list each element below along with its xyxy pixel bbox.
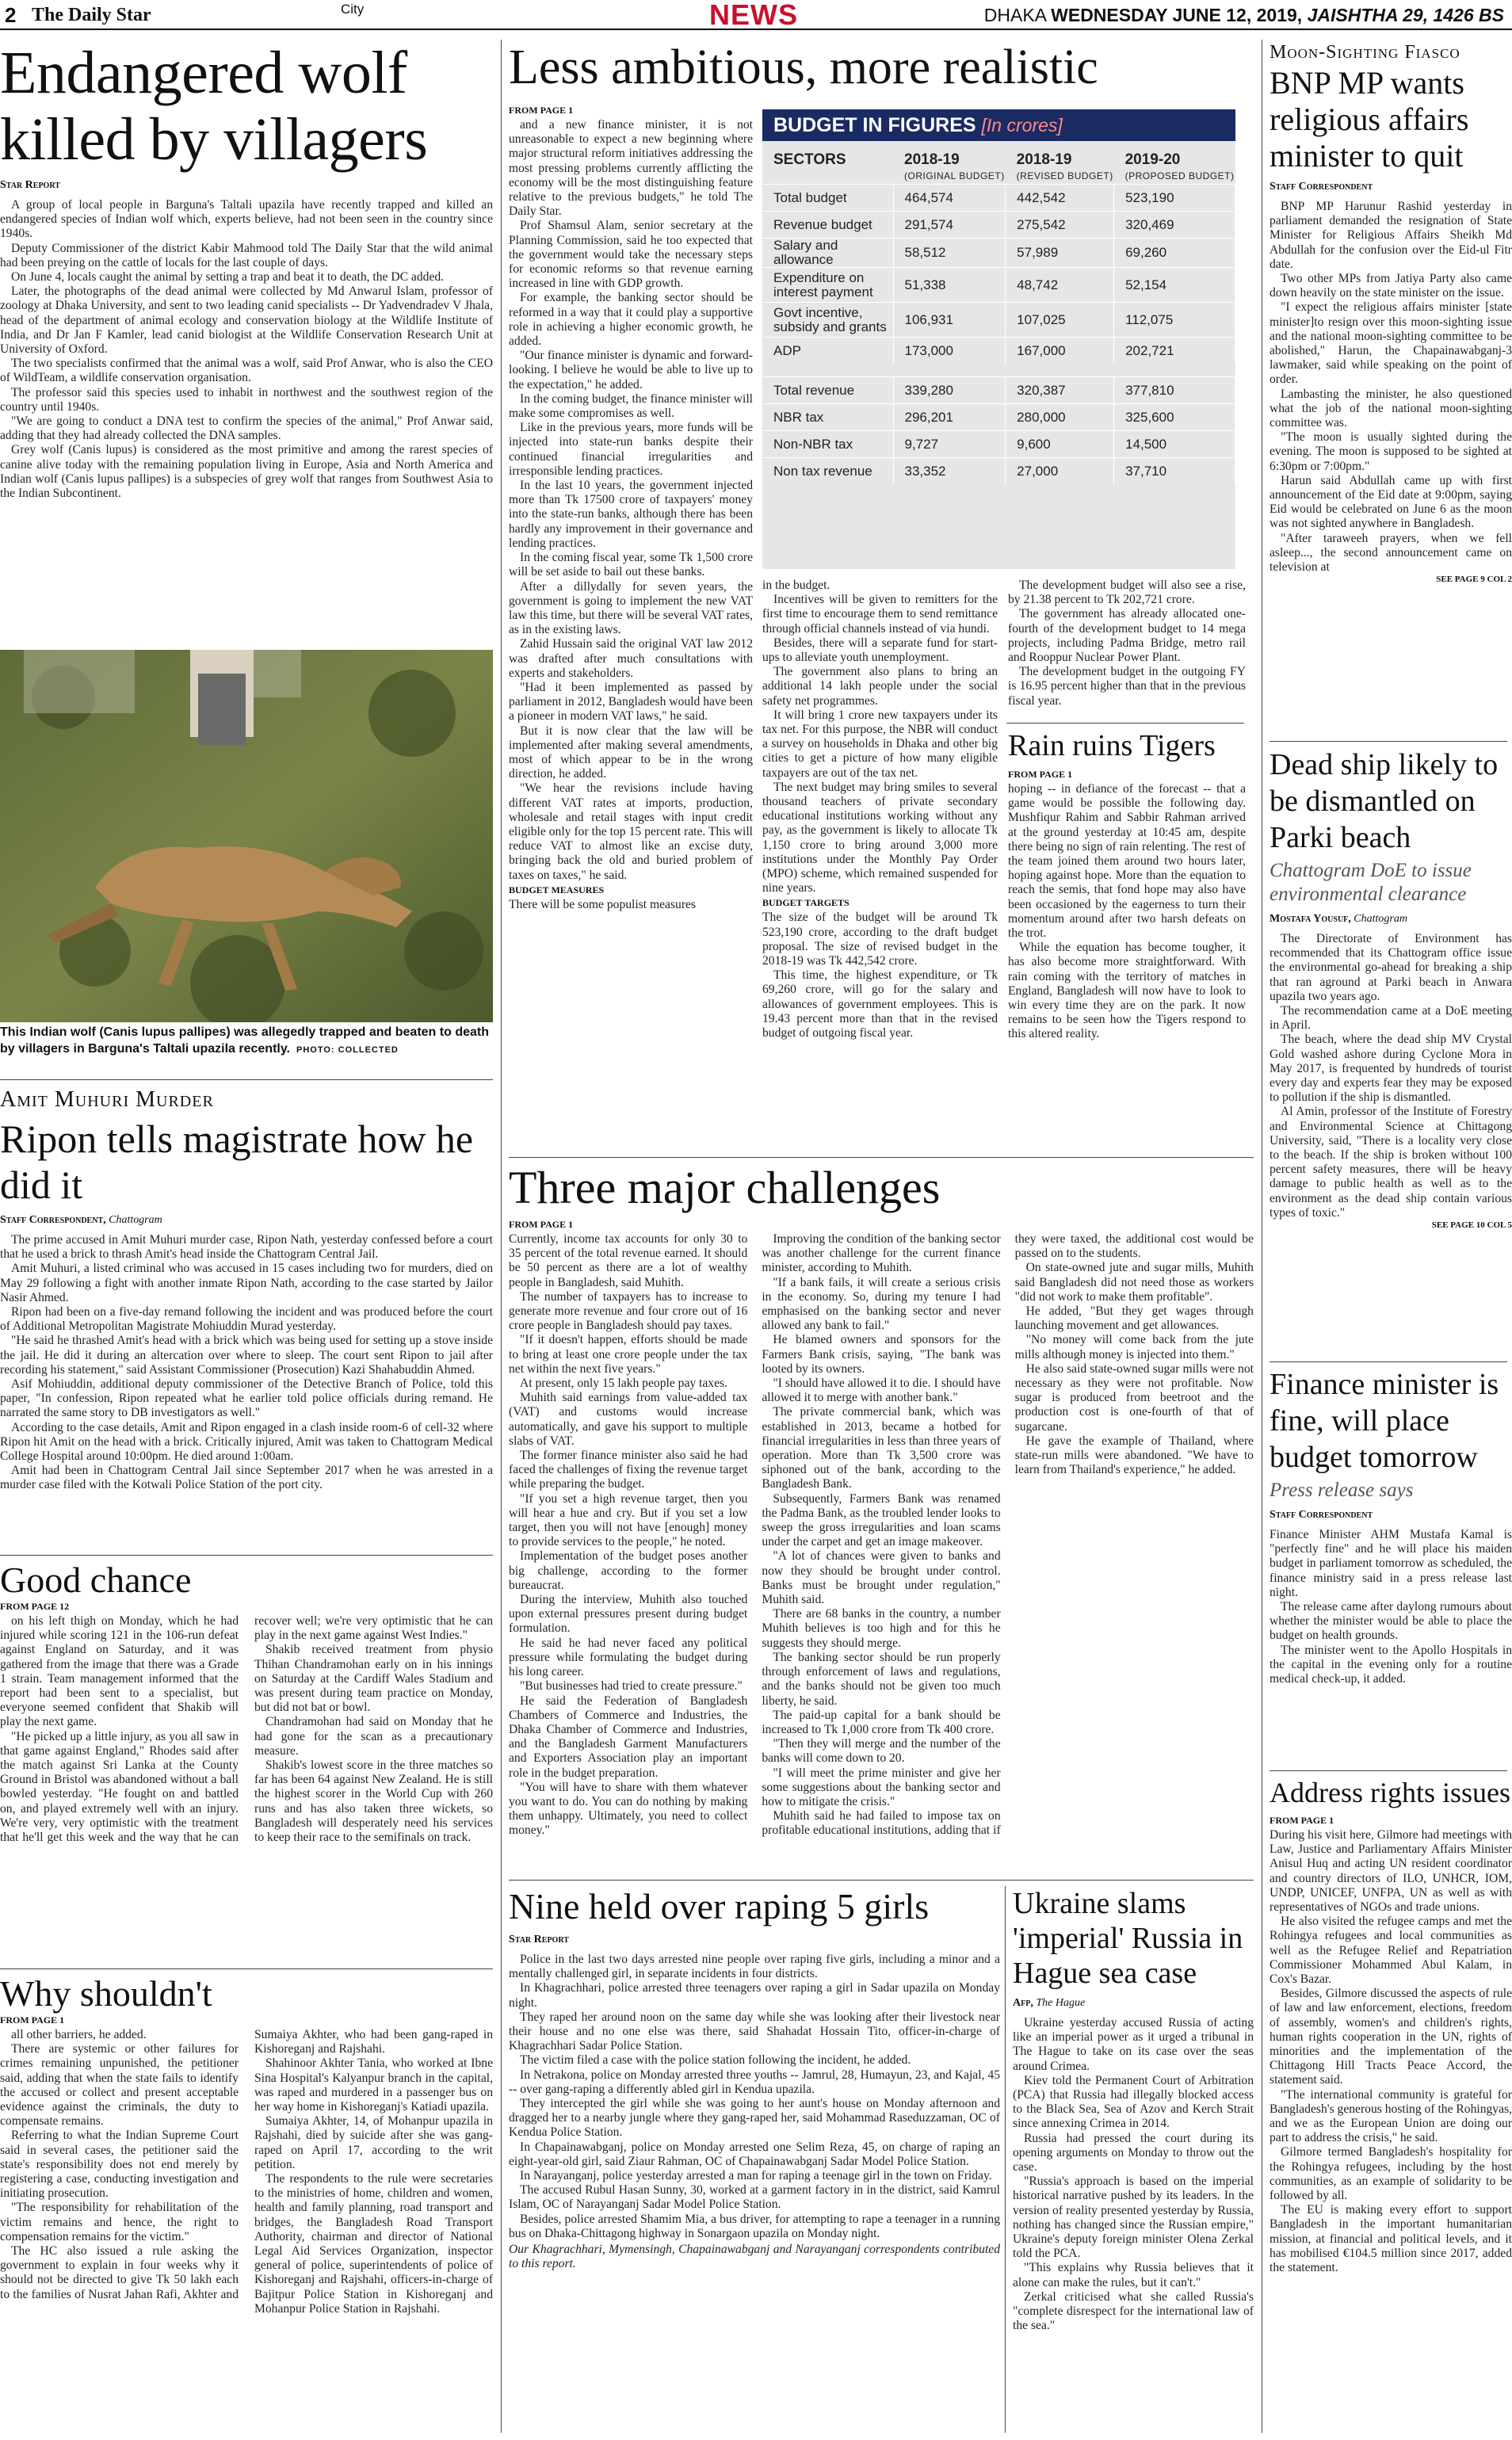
paragraph: Ripon had been on a five-day remand following the incident and was produced before the court of Additional Metropolitan Magistrate Mohiuddin Murad yesterday. (0, 1305, 493, 1334)
paragraph: Improving the condition of the banking sector was another challenge for the current finance minister, according to Muhith. (762, 1232, 1001, 1275)
budget-cell: 202,721 (1114, 338, 1235, 365)
goodchance-body (0, 1614, 493, 1845)
finance-headline: Finance minister is fine, will place budget tomorrow (1270, 1368, 1499, 1474)
paragraph: Subsequently, Farmers Bank was renamed the Padma Bank, as the troubled lender looks to sweep the gross irregularities and loan scams under the carpet and get an image makeover. (762, 1491, 1001, 1549)
budget-row (762, 377, 1235, 404)
photo-credit: PHOTO: COLLECTED (296, 1045, 399, 1055)
paragraph: "This explains why Russia believes that it alone can make the rules, but it can't." (1013, 2261, 1254, 2289)
wolf-headline: Endangered wolf killed by villagers (0, 40, 428, 173)
ukraine-article (1013, 1886, 1254, 2433)
lessamb-headline: Less ambitious, more realistic (509, 40, 1098, 94)
finance-byline: Staff Correspondent (1270, 1509, 1373, 1521)
paragraph: The prime accused in Amit Muhuri murder case, Ripon Nath, yesterday confessed before a court that he used a brick to thrash Amit's head inside the Chattogram Central Jail. (0, 1233, 493, 1262)
paragraph: Shakib's lowest score in the three matches so far has been 64 against New Zealand. He is still the highest scorer in the World Cup with 260 runs and has also taken three wickets, so Bangladesh will desperately need his services to keep their race to the semifinals on track. (254, 1758, 493, 1845)
paragraph: But it is now clear that the law will be implemented after making several amendments, most of which appear to be in the wrong direction, he added. (509, 724, 753, 781)
paragraph: "If it doesn't happen, efforts should be made to bring at least one crore people under the tax net within the next five years." (509, 1333, 748, 1376)
paragraph: The recommendation came at a DoE meeting in April. (1270, 1004, 1512, 1033)
paragraph: all other barriers, he added. (11, 2028, 147, 2041)
budget-cell: 9,727 (893, 431, 1006, 458)
paragraph: It will bring 1 crore new taxpayers under its tax net. For this purpose, the NBR will conduct a survey on households in Dhaka and other big cities to get a picture of how many eligible taxpayers are out of the tax net. (762, 708, 998, 780)
paragraph: on his left thigh on Monday, which he had injured while scoring 121 in the 106-run defeat against England on Saturday, and it was gathered from the image that there was a Grade 1 strain. Team management informed that the report had been sent to a specialist, but everyone seemed confident that Shakib will play the next game. (0, 1614, 239, 1729)
budget-row-label: Non tax revenue (762, 458, 893, 485)
wolf-photo (0, 650, 493, 1022)
wolf-caption: This Indian wolf (Canis lupus pallipes) was allegedly trapped and beaten to death by villagers in Barguna's Taltali upazila recently. PHOTO: COLLECTED (0, 1025, 489, 1056)
budget-cell: 320,387 (1006, 377, 1114, 404)
budget-row-label: Salary and allowance (762, 239, 893, 268)
budget-cell: 14,500 (1114, 431, 1235, 458)
paragraph: The beach, where the dead ship MV Crystal Gold washed ashore during Cyclone Mora in May 2017, is frequented by hundreds of tourist every day and experts fear they may be exposed to pollution if the ship is dismantled. (1270, 1033, 1512, 1105)
deadship-byline: Mostafa Yousuf, Chattogram (1270, 913, 1407, 925)
paragraph: Besides, there will a separate fund for start-ups to alleviate youth unemployment. (762, 636, 998, 665)
paragraph: The accused Rubul Hasan Sunny, 30, worked at a garment factory in in the district, said Kamrul Islam, OC of Narayanganj Sadar Model Police Station. (509, 2183, 1000, 2212)
budget-cell: 464,574 (893, 185, 1006, 212)
tigers-article (1008, 727, 1246, 1155)
budget-cell: 57,989 (1006, 239, 1114, 268)
paragraph: The HC also issued a rule asking the government to explain in four weeks why it should not be directed to give Tk 50 lakh each to the families of Nusrat Jahan Rafi, Akhter and Sumaiya Akhter, who had been gang-raped in Kishoreganj and Rajshahi. (0, 2028, 493, 2301)
budget-row (762, 239, 1235, 268)
paragraph: Prof Shamsul Alam, senior secretary at the Planning Commission, said he too expected that the government would take the necessary steps for economic reforms so that revenue earning increased in line with GDP growth. (509, 219, 753, 291)
paragraph: The release came after daylong rumours about whether the minister would be able to place the budget on health grounds. (1270, 1600, 1512, 1643)
paragraph: Asif Mohiuddin, additional deputy commissioner of the Detective Branch of Police, told this paper, "In confession, Ripon repeated what he earlier told police officials during remand. He narrated the same story to DB investigators as well." (0, 1377, 493, 1420)
bnp-kicker: Moon-Sighting Fiasco (1270, 42, 1460, 63)
ripon-article (0, 1087, 493, 1563)
lessamb-col3 (1008, 578, 1246, 717)
paragraph: Kiev told the Permanent Court of Arbitration (PCA) that Russia had illegally blocked access to the Black Sea, Sea of Azov and Kerch Strait since annexing Crimea in 2014. (1013, 2073, 1254, 2131)
paragraph: The development budget in the outgoing FY is 16.95 percent higher than that in the previous fiscal year. (1008, 665, 1246, 708)
why-article (0, 1973, 493, 2433)
budget-cell: 69,260 (1114, 239, 1235, 268)
paragraph: "Our finance minister is dynamic and forward-looking. I believe he would be able to live up to the expectation," he added. (509, 349, 753, 391)
paragraph: "I will meet the prime minister and give her some suggestions about the banking sector and how to mitigate the crisis." (762, 1766, 1001, 1808)
budget-cell: 58,512 (893, 239, 1006, 268)
dateline: DHAKA WEDNESDAY JUNE 12, 2019, JAISHTHA 29, 1426 BS (983, 5, 1504, 25)
budget-cell: 52,154 (1114, 268, 1235, 303)
ukraine-byline: Afp, The Hague (1013, 1997, 1086, 2009)
paragraph: At present, only 15 lakh people pay taxes. (520, 1377, 727, 1391)
paragraph: "Had it been implemented as passed by parliament in 2012, Bangladesh would have been a pioneer in modern VAT laws," he said. (509, 680, 753, 724)
paragraph: He said he had never faced any political pressure while formulating the budget during his long career. (509, 1636, 748, 1679)
paragraph: Besides, Gilmore discussed the aspects of rule of law and law enforcement, elections, freedom of assembly, women's and children's rights, human rights cooperation in the UN, rights of minorities and the implementation of the Chittagong Hill Tracts Peace Accord, the statement said. (1270, 1987, 1512, 2087)
paragraph: "If a bank fails, it will create a serious crisis in the economy. So, during my tenure I had emphasised on the banking sector and never allowed any bank to fail." (762, 1275, 1001, 1333)
budget-row-label: Govt incentive, subsidy and grants (762, 303, 893, 338)
address-headline: Address rights issues (1270, 1777, 1510, 1808)
deadship-see-page[interactable]: SEE PAGE 10 COL 5 (1431, 1220, 1512, 1231)
paragraph: The minister went to the Apollo Hospitals in the capital in the evening only for a routine medical check-up, it added. (1270, 1643, 1512, 1686)
paragraph: Shakib received treatment from physio Thihan Chandramohan early on in his innings on Saturday at the Cardiff Wales Stadium and was present during team practice on Monday, but did not bat or bowl. (254, 1643, 493, 1715)
paragraph: Zahid Hussain said the original VAT law 2012 was drafted after much consultations with experts and stakeholders. (509, 637, 753, 680)
paragraph: "I expect the religious affairs minister [state minister]to resign over this moon-sighting issue and the national moon-sighting committee to be abolished," Harun, the Chapainawabganj-3 lawmaker, said while speaking on the point of order. (1270, 300, 1512, 387)
paragraph: The size of the budget will be around Tk 523,190 crore, according to the draft budget proposal. The size of revised budget in the 2018-19 was Tk 442,542 crore. (762, 911, 998, 968)
paragraph: Harun said Abdullah came up with first announcement of the Eid date at 9:00pm, saying Eid would be celebrated on June 6 as the moon was not sighted anywhere in Bangladesh. (1270, 473, 1512, 531)
ripon-byline: Staff Correspondent, Chattogram (0, 1214, 162, 1226)
paragraph: In Chapainawabganj, police on Monday arrested one Selim Reza, 45, on charge of raping an eight-year-old girl, said Ziaur Rahman, OC of Chapainawabganj Sadar Model Police Station. (509, 2140, 1000, 2168)
paragraph: Two other MPs from Jatiya Party also came down heavily on the state minister on the issue. (1270, 272, 1512, 300)
nine-byline: Star Report (509, 1934, 569, 1946)
paragraph: and a new finance minister, it is not unreasonable to expect a new beginning where major structural reform initiatives addressing the most pressing problems currently afflicting the economy will be the most distinguishing feature relative to the previous budgets," he told The Daily Star. (509, 118, 753, 219)
lessamb-from: FROM PAGE 1 (509, 105, 574, 116)
paragraph: Currently, income tax accounts for only 30 to 35 percent of the total revenue earned. It should be 50 percent as there are a lot of wealthy people in Bangladesh, said Muhith. (509, 1232, 748, 1289)
paragraph: "The responsibility for rehabilitation of the victim remains and hence, the right to compensation remains for the victim." (0, 2201, 239, 2243)
paragraph: During his visit here, Gilmore had meetings with Law, Justice and Parliamentary Affairs Minister Anisul Huq and acting UN resident coordinator and country directors of ILO, UNHCR, IOM, UNDP, UNICEF, UNFPA, UN as well as with representatives of NGOs and trade unions. (1270, 1828, 1512, 1915)
paragraph: In the coming fiscal year, some Tk 1,500 crore will be set aside to bail out these banks. (509, 551, 753, 579)
paragraph: In Netrakona, police on Monday arrested three youths -- Jamrul, 28, Humayun, 23, and Kajal, 45 -- over gang-raping a differently abled girl in Kendua upazila. (509, 2068, 1000, 2096)
paragraph: Police in the last two days arrested nine people over raping five girls, including a minor and a mentally challenged girl, in separate incidents in four districts. (509, 1953, 1000, 1981)
paragraph: They raped her around noon on the same day while she was looking after their livestock near their house and no one else was there, said Shahadat Hossain Tito, officer-in-charge of Khagrachhari Sadar Police Station. (509, 2010, 1000, 2053)
paragraph: Deputy Commissioner of the district Kabir Mahmood told The Daily Star that the wild animal had been preying on the cattle of locals for the last couple of days. (0, 241, 493, 269)
paragraph: For example, the banking sector should be reformed in a way that it could play a supportive role in achieving a higher economic growth, he added. (509, 291, 753, 349)
finance-sub: Press release says (1270, 1480, 1414, 1501)
paragraph: hoping -- in defiance of the forecast -- that a game would be possible the following day. Mushfiqur Rahim and Sabbir Rahman arrived at the ground yesterday at 10:45 am, despite there being no sign of rain relenting. The rest of the team joined them around two hours later, hoping against hope. More than the equation to reach the semis, that fond hope may also have been occasioned by the eagerness to turn their momentum around after two harsh defeats on the trot. (1008, 782, 1246, 941)
budget-row (762, 303, 1235, 338)
paragraph: During the interview, Muhith also touched upon external pressures present during budget formulation. (509, 1593, 748, 1636)
nine-footnote: Our Khagrachhari, Mymensingh, Chapainawabganj and Narayanganj correspondents contributed to this report. (509, 2243, 1000, 2271)
deadship-article (1270, 747, 1512, 1357)
paragraph: A group of local people in Barguna's Taltali upazila have recently trapped and killed an endangered species of Indian wolf which, experts believe, had not been seen in the country since 1940s. (0, 198, 493, 241)
budget-cell: 275,542 (1006, 212, 1114, 239)
paragraph: After a dillydally for seven years, the government is going to implement the new VAT law this time, but there will be several VAT rates, as in the existing laws. (509, 579, 753, 637)
why-body (0, 2028, 493, 2316)
three-article (509, 1162, 1254, 1875)
paragraph: This time, the highest expenditure, or Tk 69,260 crore, will go for the salary and allowances of government employees. This is 19.43 percent more than that in the revised budget of outgoing fiscal year. (762, 968, 998, 1041)
paragraph: Finance Minister AHM Mustafa Kamal is "perfectly fine" and he will place his maiden budget in parliament tomorrow as scheduled, the finance ministry said in a press release last night. (1270, 1528, 1512, 1599)
budget-cell: 106,931 (893, 303, 1006, 338)
address-article (1270, 1775, 1512, 2433)
paragraph: "But businesses had tried to create pressure." (520, 1679, 743, 1693)
paragraph: The respondents to the rule were secretaries to the ministries of home, children and women, health and family planning, road transport and bridges, the Bangladesh Road Transport Authority, chairman and director of National Legal Aid Services Organization, inspector general of police, superintendents of police of Kishoreganj and Rajshahi, officers-in-charge of Bajitpur Police Station in Kishoreganj and Mohanpur Police Station in Rajshahi. (254, 2172, 493, 2316)
three-from: FROM PAGE 1 (509, 1219, 574, 1230)
page-number: 2 (5, 3, 17, 27)
budget-cell: 296,201 (893, 404, 1006, 431)
nine-headline: Nine held over raping 5 girls (509, 1886, 930, 1926)
bnp-article (1270, 40, 1512, 737)
paragraph: "Russia's approach is based on the imperial historical narrative pushed by its leaders. In the version of reality presented yesterday by Russia, nothing has changed since the Russian empire," Ukraine's deputy foreign minister Olena Zerkal told the PCA. (1013, 2175, 1254, 2261)
budget-row (762, 458, 1235, 485)
paragraph: "If you set a high revenue target, then you will hear a hue and cry. But if you set a low target, then you will not have [enough] money to provide services to the people," he noted. (509, 1491, 748, 1549)
paragraph: He also said state-owned sugar mills were not necessary as they were not profitable. Now sugar is produced from beetroot and the production cost is one-fourth of that of sugarcane. (1014, 1361, 1254, 1434)
paragraph: Al Amin, professor of the Institute of Forestry and Environmental Science at Chittagong University, said, "There is a locality very close to the beach. If the ship is broken without 100 percent safety measures, there will be heavy damage to public health as well as to the environment as the dead ship contain various types of toxic." (1270, 1105, 1512, 1220)
budget-title: BUDGET IN FIGURES [In crores] (762, 109, 1235, 141)
paragraph: The private commercial bank, which was established in 2013, became a hotbed for financial irregularities in less than three years of operation. More than Tk 3,500 crore was siphoned out of the bank, according to the Bangladesh Bank. (762, 1405, 1001, 1491)
budget-cell: 9,600 (1006, 431, 1114, 458)
paragraph: in the budget. (762, 578, 830, 592)
paragraph: Incentives will be given to remitters for the first time to encourage them to send remittance through official channels instead of via hundi. (762, 593, 998, 636)
paragraph: He gave the example of Thailand, where state-run mills were abandoned. "We have to learn from Thailand's experience," he added. (1014, 1434, 1254, 1477)
paragraph: In the coming budget, the finance minister will make some compromises as well. (509, 391, 753, 421)
budget-row-label: NBR tax (762, 404, 893, 431)
goodchance-headline: Good chance (0, 1560, 192, 1600)
budget-cell: 339,280 (893, 377, 1006, 404)
paragraph: The two specialists confirmed that the animal was a wolf, said Prof Anwar, who is also the CEO of WildTeam, a wildlife conservation organisation. (0, 357, 493, 385)
paragraph: According to the case details, Amit and Ripon engaged in a clash inside room-6 of cell-32 where Ripon hit Amit on the head with a brick. Critically injured, Amit was taken to Chattogram Medical College Hospital around 10:00pm. He died around 1:00am. (0, 1420, 493, 1464)
ripon-kicker: Amit Muhuri Murder (0, 1087, 214, 1112)
paragraph: "After taraweeh prayers, when we fell asleep..., the second announcement came on television at (1270, 531, 1512, 575)
paragraph: He also visited the refugee camps and met the Rohingya refugees and local communities as well as the Refugee Relief and Repatriation Commissioner Mohammed Abul Kalam, in Cox's Bazar. (1270, 1915, 1512, 1987)
budget-cell: 291,574 (893, 212, 1006, 239)
paragraph: In Khagrachhari, police arrested three teenagers over raping a girl in Sadar upazila on Monday night. (509, 1981, 1000, 2010)
bnp-byline: Staff Correspondent (1270, 181, 1373, 193)
budget-cell: 173,000 (893, 338, 1006, 365)
paragraph: Muhith said he had failed to impose tax on profitable educational institutions, adding that if they were taxed, the additional cost would be passed on to the students. (762, 1232, 1254, 1838)
paragraph: "We hear the revisions include having different VAT rates at imports, production, wholesale and retail stages with input credit eligible only for the top 15 percent rate. This will reduce VAT to almost like an excise duty, bringing back the old and buried problem of taxes on taxes," he said. (509, 781, 753, 882)
budget-table: BUDGET IN FIGURES [In crores] SECTORS 2018-19 (ORIGINAL BUDGET) 2018-19 (REVISED BUDGET) 2019-20 (PROPOSED BUDGET) Total budget 464,574 442,542 523,190 Revenue budget 291,574 275,542 320,469 Salary and allowance 58,512 57,989 69,260 Expenditure on interest payment 51,338 48,742 52,154 Govt incentive, subsidy and grants 106,931 107,025 112,075 ADP 173,000 167,000 202,721 Total revenue 339,280 320,387 377,810 NBR tax 296,201 280,000 325,600 Non-NBR tax 9,727 9,600 14,500 Non tax revenue 33,352 27,000 37,710 (762, 109, 1235, 569)
paragraph: The EU is making every effort to support Bangladesh in the important humanitarian mission, at financial and political levels, and it has mobilised €104.5 million since 2017, added the statement. (1270, 2203, 1512, 2275)
paragraph: "He said he thrashed Amit's head with a brick which was being used for setting up a stove inside the jail. He did it during an altercation over where to sleep. The court sent Ripon to jail after recording his statement," said Assistant Commissioner (Prosecution) Kazi Shahabuddin Ahmed. (0, 1334, 493, 1377)
budget-row (762, 338, 1235, 365)
paragraph: "I should have allowed it to die. I should have allowed it to merge with another bank." (762, 1377, 1001, 1405)
paragraph: Besides, police arrested Shamim Mia, a bus driver, for attempting to rape a teenager in a running bus on Dhaka-Chittagong highway in Sonargaon upazila on Monday night. (509, 2212, 1000, 2240)
paragraph: Muhith said earnings from value-added tax (VAT) and customs would increase automatically, and gave his support to multiple slabs of VAT. (509, 1391, 748, 1448)
paragraph: The government also plans to bring an additional 14 lakh people under the social safety net programmes. (762, 665, 998, 708)
ukraine-headline: Ukraine slams 'imperial' Russia in Hague sea case (1013, 1887, 1243, 1990)
news-label: NEWS (709, 0, 798, 31)
lessamb-col1: FROM PAGE 1 and a new finance minister, it is not unreasonable to expect a new beginning where major structural reform initiatives addressing the most pressing problems currently afflicting the economy will be the most distinguishing feature relative to the previous budgets," he told The Daily Star. Prof Shamsul Alam, senior secretary at the Planning Commission, said he too expected that the government would take the necessary steps for economic reforms so that revenue earning increased in line with GDP growth. For example, the banking sector should be reformed in a way that it could play a supportive role in achieving a higher economic growth, he added. "Our finance minister is dynamic and forward-looking. I believe he would be able to live up to the expectation," he added. In the coming budget, the finance minister will make some compromises as well. Like in the previous years, more funds will be injected into state-run banks despite their continued financial irregularities and irresponsible lending practices. In the last 10 years, the government injected more than Tk 17500 crore of taxpayers' money into the state-run banks, although there has been hardly any improvement in their governance and lending practices. In the coming fiscal year, some Tk 1,500 crore will be set aside to bail out these banks. After a dillydally for seven years, the government is going to implement the new VAT law this time, but there will be several VAT rates, as in the existing laws. Zahid Hussain said the original VAT law 2012 was drafted after much consultations with experts and stakeholders. "Had it been implemented as passed by parliament in 2012, Bangladesh would have been a pioneer in modern VAT laws," he said. But it is now clear that the law will be implemented after making several amendments, most of which appear to be in the wrong direction, he added. "We hear the revisions include having different VAT rates at imports, production, wholesale and retail stages with input credit eligible only for the top 15 percent rate. This will reduce VAT to almost like an excise duty, bringing back the old and buried problem of taxes on taxes," he said. BUDGET MEASURES There will be some populist measures (509, 105, 753, 911)
budget-row (762, 212, 1235, 239)
paragraph: There are 68 banks in the country, a number Muhith believes is too high and for this he suggests they should merge. (762, 1607, 1001, 1650)
ripon-body (0, 1233, 493, 1493)
finance-article (1270, 1366, 1512, 1778)
masthead: The Daily Star (32, 5, 151, 25)
paragraph: The number of taxpayers has to increase to generate more revenue and four crore out of 16 crore people in Bangladesh should pay taxes. (509, 1289, 748, 1333)
tigers-headline: Rain ruins Tigers (1008, 729, 1216, 762)
paragraph: The paid-up capital for a bank should be increased to Tk 1,000 crore from Tk 400 crore. (762, 1708, 1001, 1736)
paragraph: "He picked up a little injury, as you all saw in that game against England," Rhodes said after the match against Sri Lanka at the County Ground in Bristol was abandoned without a ball bowled yesterday. "He fought on and battled on, and played extremely well with an injury. We're very, very optimistic with the treatment that he'll get this week and the way that he can recover well; we're very optimistic that he can play in the next game against West Indies." (0, 1614, 493, 1845)
budget-row-label: ADP (762, 338, 893, 365)
paragraph: The victim filed a case with the police station following the incident, he added. (520, 2053, 911, 2068)
budget-cell: 167,000 (1006, 338, 1114, 365)
paragraph: The former finance minister also said he had faced the challenges of fixing the revenue target while preparing the budget. (509, 1449, 748, 1491)
budget-row (762, 431, 1235, 458)
paragraph: Gilmore termed Bangladesh's hospitality for the Rohingya refugees, including by the host communities, as an example of solidarity to be followed by all. (1270, 2145, 1512, 2203)
budget-cell: 27,000 (1006, 458, 1114, 485)
three-headline: Three major challenges (509, 1162, 941, 1213)
paragraph: BNP MP Harunur Rashid yesterday in parliament demanded the resignation of State Minister for Religious Affairs Sheikh Md Abdullah for the confusion over the Eid-ul Fitr date. (1270, 200, 1512, 271)
budget-cell: 523,190 (1114, 185, 1235, 212)
paragraph: "We are going to conduct a DNA test to confirm the species of the animal," Prof Anwar said, adding that they had already collected the DNA samples. (0, 414, 493, 443)
budget-row (762, 185, 1235, 212)
paragraph: "A lot of chances were given to banks and now they should be brought under control. Banks must be brought under regulation," Muhith said. (762, 1549, 1001, 1607)
paragraph: He added, "But they get wages through launching movement and get allowances. (1014, 1304, 1254, 1333)
budget-row (762, 268, 1235, 303)
paragraph: Ukraine yesterday accused Russia of acting like an imperial power as it urged a tribunal in The Hague to take on its case over the seas around Crimea. (1013, 2016, 1254, 2073)
paragraph: The Directorate of Environment has recommended that its Chattogram office issue the environmental go-ahead for breaking a ship that ran aground at Parki beach in Anwara upazila two years ago. (1270, 932, 1512, 1003)
tigers-from: FROM PAGE 1 (1008, 769, 1073, 780)
paragraph: The development budget will also see a rise, by 21.38 percent to Tk 202,721 crore. (1008, 578, 1246, 607)
paragraph: Referring to what the Indian Supreme Court said in several cases, the petitioner said the state's responsibility does not end merely by registering a case, conducting investigation and initiating prosecution. (0, 2129, 239, 2201)
budget-cell: 33,352 (893, 458, 1006, 485)
why-headline: Why shouldn't (0, 1973, 212, 2014)
budget-cell: 325,600 (1114, 404, 1235, 431)
paragraph: Chandramohan had said on Monday that he had gone for the scan as a precautionary measure. (254, 1715, 493, 1758)
paragraph: Russia had pressed the court during its opening arguments on Monday to throw out the case. (1013, 2131, 1254, 2175)
budget-cell: 442,542 (1006, 185, 1114, 212)
paragraph: He blamed owners and sponsors for the Farmers Bank crisis, saying, "The bank was looted by its owners. (762, 1333, 1001, 1376)
ripon-headline: Ripon tells magistrate how he did it (0, 1117, 474, 1207)
deadship-headline: Dead ship likely to be dismantled on Parki beach (1270, 748, 1499, 854)
paragraph: Amit had been in Chattogram Central Jail since September 2017 when he was arrested in a murder case filed with the Kotwali Police Station of the port city. (0, 1464, 493, 1492)
paragraph: Grey wolf (Canis lupus) is considered as the most primitive and among the rarest species of canine alive today with the remaining population living in Europe, Asia and North America and Indian wolf (Canis lupus pallipes) is a subspecies of grey wolf that ranges from Southwest Asia to the Indian Subcontinent. (0, 443, 493, 501)
goodchance-article (0, 1560, 493, 1972)
paragraph: On state-owned jute and sugar mills, Muhith said Bangladesh did not need those as workers "did not work to make them profitable". (1014, 1261, 1254, 1304)
page-header (0, 0, 1512, 30)
bnp-see-page[interactable]: SEE PAGE 9 COL 2 (1436, 575, 1512, 585)
paragraph: The next budget may bring smiles to several thousand teachers of private secondary educational institutions working without any pay, as the government is likely to allocate Tk 1,150 crore to bring around 3,000 more institutions under the Monthly Pay Order (MPO) scheme, which remained suspended for nine years. (762, 780, 998, 895)
paragraph: On June 4, locals caught the animal by setting a trap and beat it to death, the DC added. (11, 270, 445, 284)
paragraph: "The international community is grateful for Bangladesh's generous hosting of the Rohingyas, and we as the European Union are doing our part to address the crisis," he said. (1270, 2087, 1512, 2145)
paragraph: "You will have to share with them whatever you want to do. You can do nothing by making them unhappy. Ultimately, you need to collect money." (509, 1780, 748, 1838)
budget-cell: 107,025 (1006, 303, 1114, 338)
paragraph: Zerkal criticised what she called Russia's "complete disrespect for the international law of the sea." (1013, 2289, 1254, 2333)
paragraph: There are systemic or other failures for crimes remaining unpunished, the petitioner said, adding that when the state fails to identify the accused or collect and present acceptable evidence against the criminals, the duty to compensate remains. (0, 2042, 239, 2129)
budget-cell: 377,810 (1114, 377, 1235, 404)
budget-row-label: Revenue budget (762, 212, 893, 239)
wolf-byline: Star Report (0, 179, 60, 191)
budget-cell: 51,338 (893, 268, 1006, 303)
paragraph: The government has already allocated one-fourth of the development budget to 14 mega projects, including Padma Bridge, metro rail and Rooppur Nuclear Power Plant. (1008, 607, 1246, 665)
wolf-body (0, 198, 493, 501)
paragraph: He said the Federation of Bangladesh Chambers of Commerce and Industries, the Dhaka Chamber of Commerce and Industries, and the Bangladesh Garment Manufacturers and Exporters Association play an important role in the budget preparation. (509, 1693, 748, 1780)
budget-row-label: Total revenue (762, 377, 893, 404)
bnp-headline: BNP MP wants religious affairs minister to quit (1270, 65, 1469, 174)
paragraph: "The moon is usually sighted during the evening. The moon is supposed to be sighted at 6:30pm or 7:00pm." (1270, 430, 1512, 473)
budget-row-label: Non-NBR tax (762, 431, 893, 458)
paragraph: Shahinoor Akhter Tania, who worked at Ibne Sina Hospital's Kalyanpur branch in the capital, was raped and murdered in a passenger bus on her way home in Kishoreganj's Katiadi upazila. (254, 2056, 493, 2114)
lessamb-header (509, 40, 1258, 111)
budget-cell: 320,469 (1114, 212, 1235, 239)
budget-row (762, 404, 1235, 431)
address-from: FROM PAGE 1 (1270, 1815, 1334, 1826)
paragraph: Implementation of the budget poses another big challenge, according to the former bureaucrat. (509, 1549, 748, 1592)
paragraph: Sumaiya Akhter, 14, of Mohanpur upazila in Rajshahi, died by suicide after she was gang-raped on April 17, according to the writ petition. (254, 2114, 493, 2171)
paragraph: Lambasting the minister, he also questioned what the job of the national moon-sighting committee was. (1270, 387, 1512, 430)
section-label: City (341, 2, 365, 17)
why-from: FROM PAGE 1 (0, 2014, 65, 2026)
paragraph: "Then they will merge and the number of the banks will come down to 20. (762, 1737, 1001, 1766)
wolf-article (0, 40, 493, 650)
budget-cell: 112,075 (1114, 303, 1235, 338)
paragraph: Amit Muhuri, a listed criminal who was accused in 15 cases including two for murders, died on May 29 following a fight with another inmate Ripon Nath, according to the case started by Jailor Nasir Ahmed. (0, 1262, 493, 1304)
paragraph: The professor said this species used to inhabit in northwest and the southwest region of the country until 1940s. (0, 385, 493, 414)
nine-article (509, 1886, 1000, 2433)
budget-row-label: Expenditure on interest payment (762, 268, 893, 303)
lessamb-col2: in the budget. Incentives will be given to remitters for the first time to encourage them to send remittance through official channels instead of via hundi. Besides, there will a separate fund for start-ups to alleviate youth unemployment. The government also plans to bring an additional 14 lakh people under the social safety net programmes. It will bring 1 crore new taxpayers under its tax net. For this purpose, the NBR will conduct a survey on households in Dhaka and other big cities to get a picture of how many eligible taxpayers are out of the tax net. The next budget may bring smiles to several thousand teachers of private secondary educational institutions working without any pay, as the government is likely to allocate Tk 1,150 crore to bring around 3,000 more institutions under the Monthly Pay Order (MPO) scheme, which remained suspended for nine years. BUDGET TARGETS The size of the budget will be around Tk 523,190 crore, according to the draft budget proposal. The size of revised budget in the 2018-19 was Tk 442,542 crore. This time, the highest expenditure, or Tk 69,260 crore, will go for the salary and allowances of government employees. This is 19.43 percent more than that in the revised budget of outgoing fiscal year. (762, 578, 998, 1041)
budget-cell: 37,710 (1114, 458, 1235, 485)
deadship-sub: Chattogram DoE to issue environmental clearance (1270, 860, 1472, 905)
paragraph: "No money will come back from the jute mills although money is injected into them." (1014, 1333, 1254, 1361)
budget-cell: 280,000 (1006, 404, 1114, 431)
paragraph: Later, the photographs of the dead animal were collected by Md Anwarul Islam, professor of zoology at Dhaka University, and sent to two leading canid specialists -- Dr Yadvendradev V Jhala, head of the department of animal ecology and conservation biology at the Wildlife Institute of India, and Dr Jan F Kamler, lead canid biologist at the Wildlife Conservation Research Unit at University of Oxford. (0, 284, 493, 357)
paragraph: While the equation has become tougher, it has also become more straightforward. With rain coming with the territory of matches in England, Bangladesh will now have to look to win every time they are on the park. It now remains to be seen how the Tigers respond to this altered reality. (1008, 941, 1246, 1041)
paragraph: They intercepted the girl while she was going to her aunt's house on Monday afternoon and dragged her to a nearby jungle where they gang-raped her, said Mohammad Raseduzzaman, OC of Kendua Police Station. (509, 2097, 1000, 2140)
budget-row-label: Total budget (762, 185, 893, 212)
budget-cell: 48,742 (1006, 268, 1114, 303)
paragraph: Like in the previous years, more funds will be injected into state-run banks despite their continued financial irregularities and irresponsible lending practices. (509, 421, 753, 478)
paragraph: In Narayanganj, police yesterday arrested a man for raping a teenage girl in the town on Friday. (520, 2169, 992, 2183)
goodchance-from: FROM PAGE 12 (0, 1601, 70, 1612)
paragraph: In the last 10 years, the government injected more than Tk 17500 crore of taxpayers' money into the state-run banks, although there has been hardly any improvement in their governance and lending practices. (509, 479, 753, 550)
paragraph: The banking sector should be run properly through enforcement of laws and regulations, and the banks should not be given too much liberty, he said. (762, 1650, 1001, 1708)
